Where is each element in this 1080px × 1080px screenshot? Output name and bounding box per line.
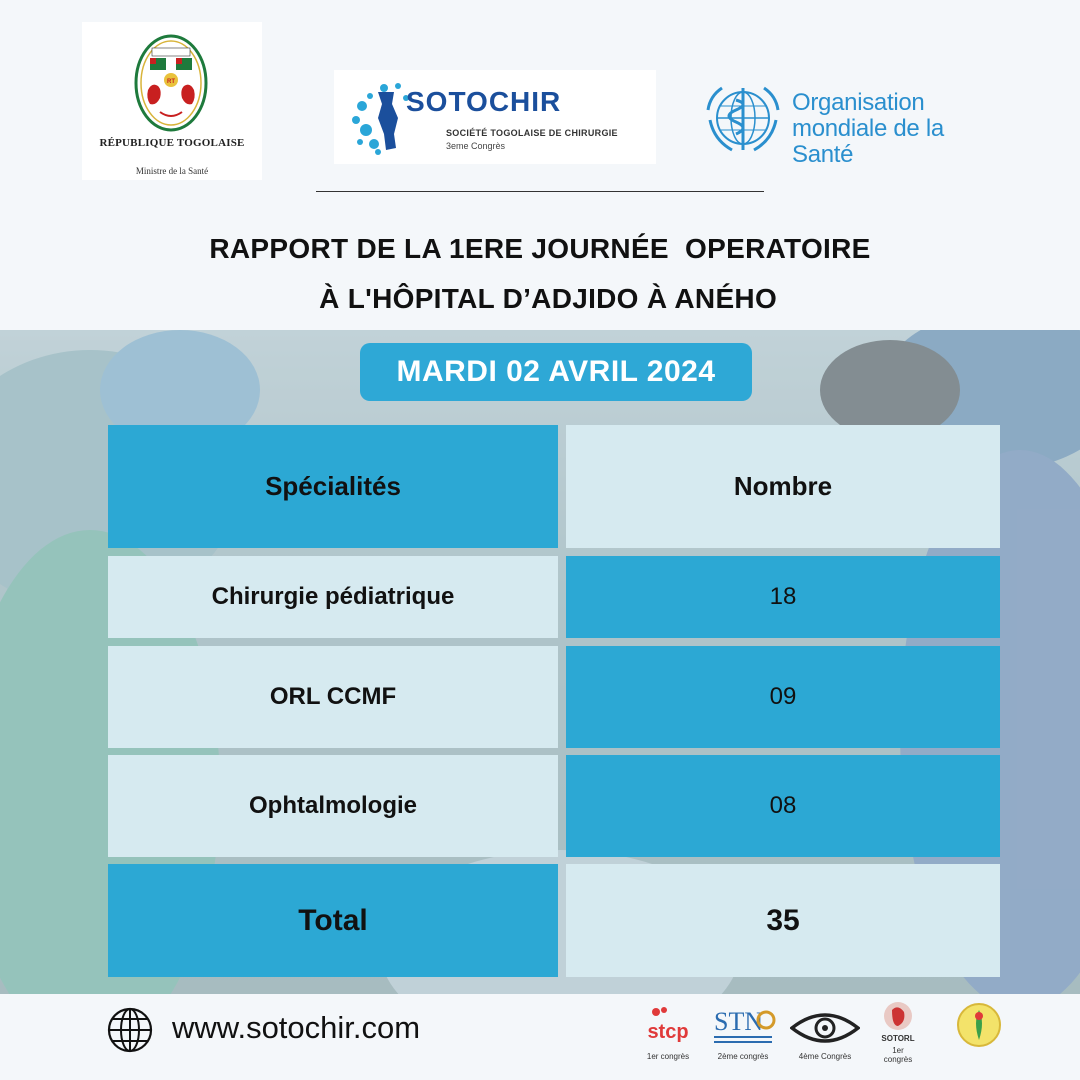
partner-soticoi-logo <box>956 1002 1002 1048</box>
row-2-specialite: ORL CCMF <box>108 646 558 748</box>
row-2-nombre: 09 <box>566 646 1000 748</box>
row-1-nombre: 18 <box>566 556 1000 638</box>
svg-text:stcp: stcp <box>647 1021 689 1043</box>
oms-line2: mondiale de la Santé <box>792 115 944 168</box>
partner-sotorl-logo <box>878 1000 918 1066</box>
total-value: 35 <box>566 864 1000 977</box>
header-specialites: Spécialités <box>108 425 558 548</box>
page-title <box>0 224 1080 324</box>
seal-letters: RT <box>167 79 175 85</box>
footer <box>0 994 1080 1080</box>
total-label: Total <box>108 864 558 977</box>
sto-caption: 4ème Congrès <box>798 1052 852 1061</box>
stcp-icon <box>640 1004 696 1052</box>
oms-logo <box>698 80 1002 168</box>
ministere-label: Ministre de la Santé <box>135 166 209 176</box>
title-line-1: RAPPORT DE LA 1ERE JOURNÉE OPERATOIRE <box>209 233 871 264</box>
website-link[interactable]: www.sotochir.com <box>172 1010 421 1045</box>
header <box>0 0 1080 330</box>
sotochir-subtitle: SOCIÉTÉ TOGOLAISE DE CHIRURGIE <box>446 128 618 138</box>
header-divider <box>316 191 764 192</box>
partner-sto-logo <box>790 1008 860 1066</box>
title-line-2: À L'HÔPITAL D’ADJIDO À ANÉHO <box>302 283 778 314</box>
sotochir-logo <box>334 70 656 164</box>
oms-name <box>792 90 1002 168</box>
row-3-nombre: 08 <box>566 755 1000 857</box>
sotochir-name: SOTOCHIR <box>406 86 562 117</box>
stnc-icon <box>710 1000 776 1050</box>
header-nombre: Nombre <box>566 425 1000 548</box>
sotochir-congress: 3eme Congrès <box>446 141 506 151</box>
partner-stcp-logo <box>640 1004 696 1066</box>
stnc-caption: 2ème congrès <box>717 1052 769 1061</box>
eye-icon <box>790 1008 860 1048</box>
sotorl-icon <box>878 1000 918 1034</box>
soticoi-emblem-icon <box>956 1002 1002 1048</box>
row-3-specialite: Ophtalmologie <box>108 755 558 857</box>
who-emblem-icon <box>700 80 786 156</box>
republique-togolaise-logo <box>82 22 262 180</box>
globe-icon <box>106 1006 154 1054</box>
partner-stnc-logo <box>710 1000 776 1066</box>
stcp-caption: 1er congrès <box>646 1052 690 1061</box>
date-badge: MARDI 02 AVRIL 2024 <box>360 343 752 401</box>
row-1-specialite: Chirurgie pédiatrique <box>108 556 558 638</box>
sotorl-name: SOTORL <box>881 1034 915 1043</box>
svg-text:STN: STN <box>714 1007 764 1036</box>
republique-title: RÉPUBLIQUE TOGOLAISE <box>99 137 245 149</box>
sotorl-caption: 1er congrès <box>883 1046 913 1064</box>
oms-line1: Organisation <box>792 89 925 116</box>
coat-of-arms-icon <box>134 34 208 132</box>
